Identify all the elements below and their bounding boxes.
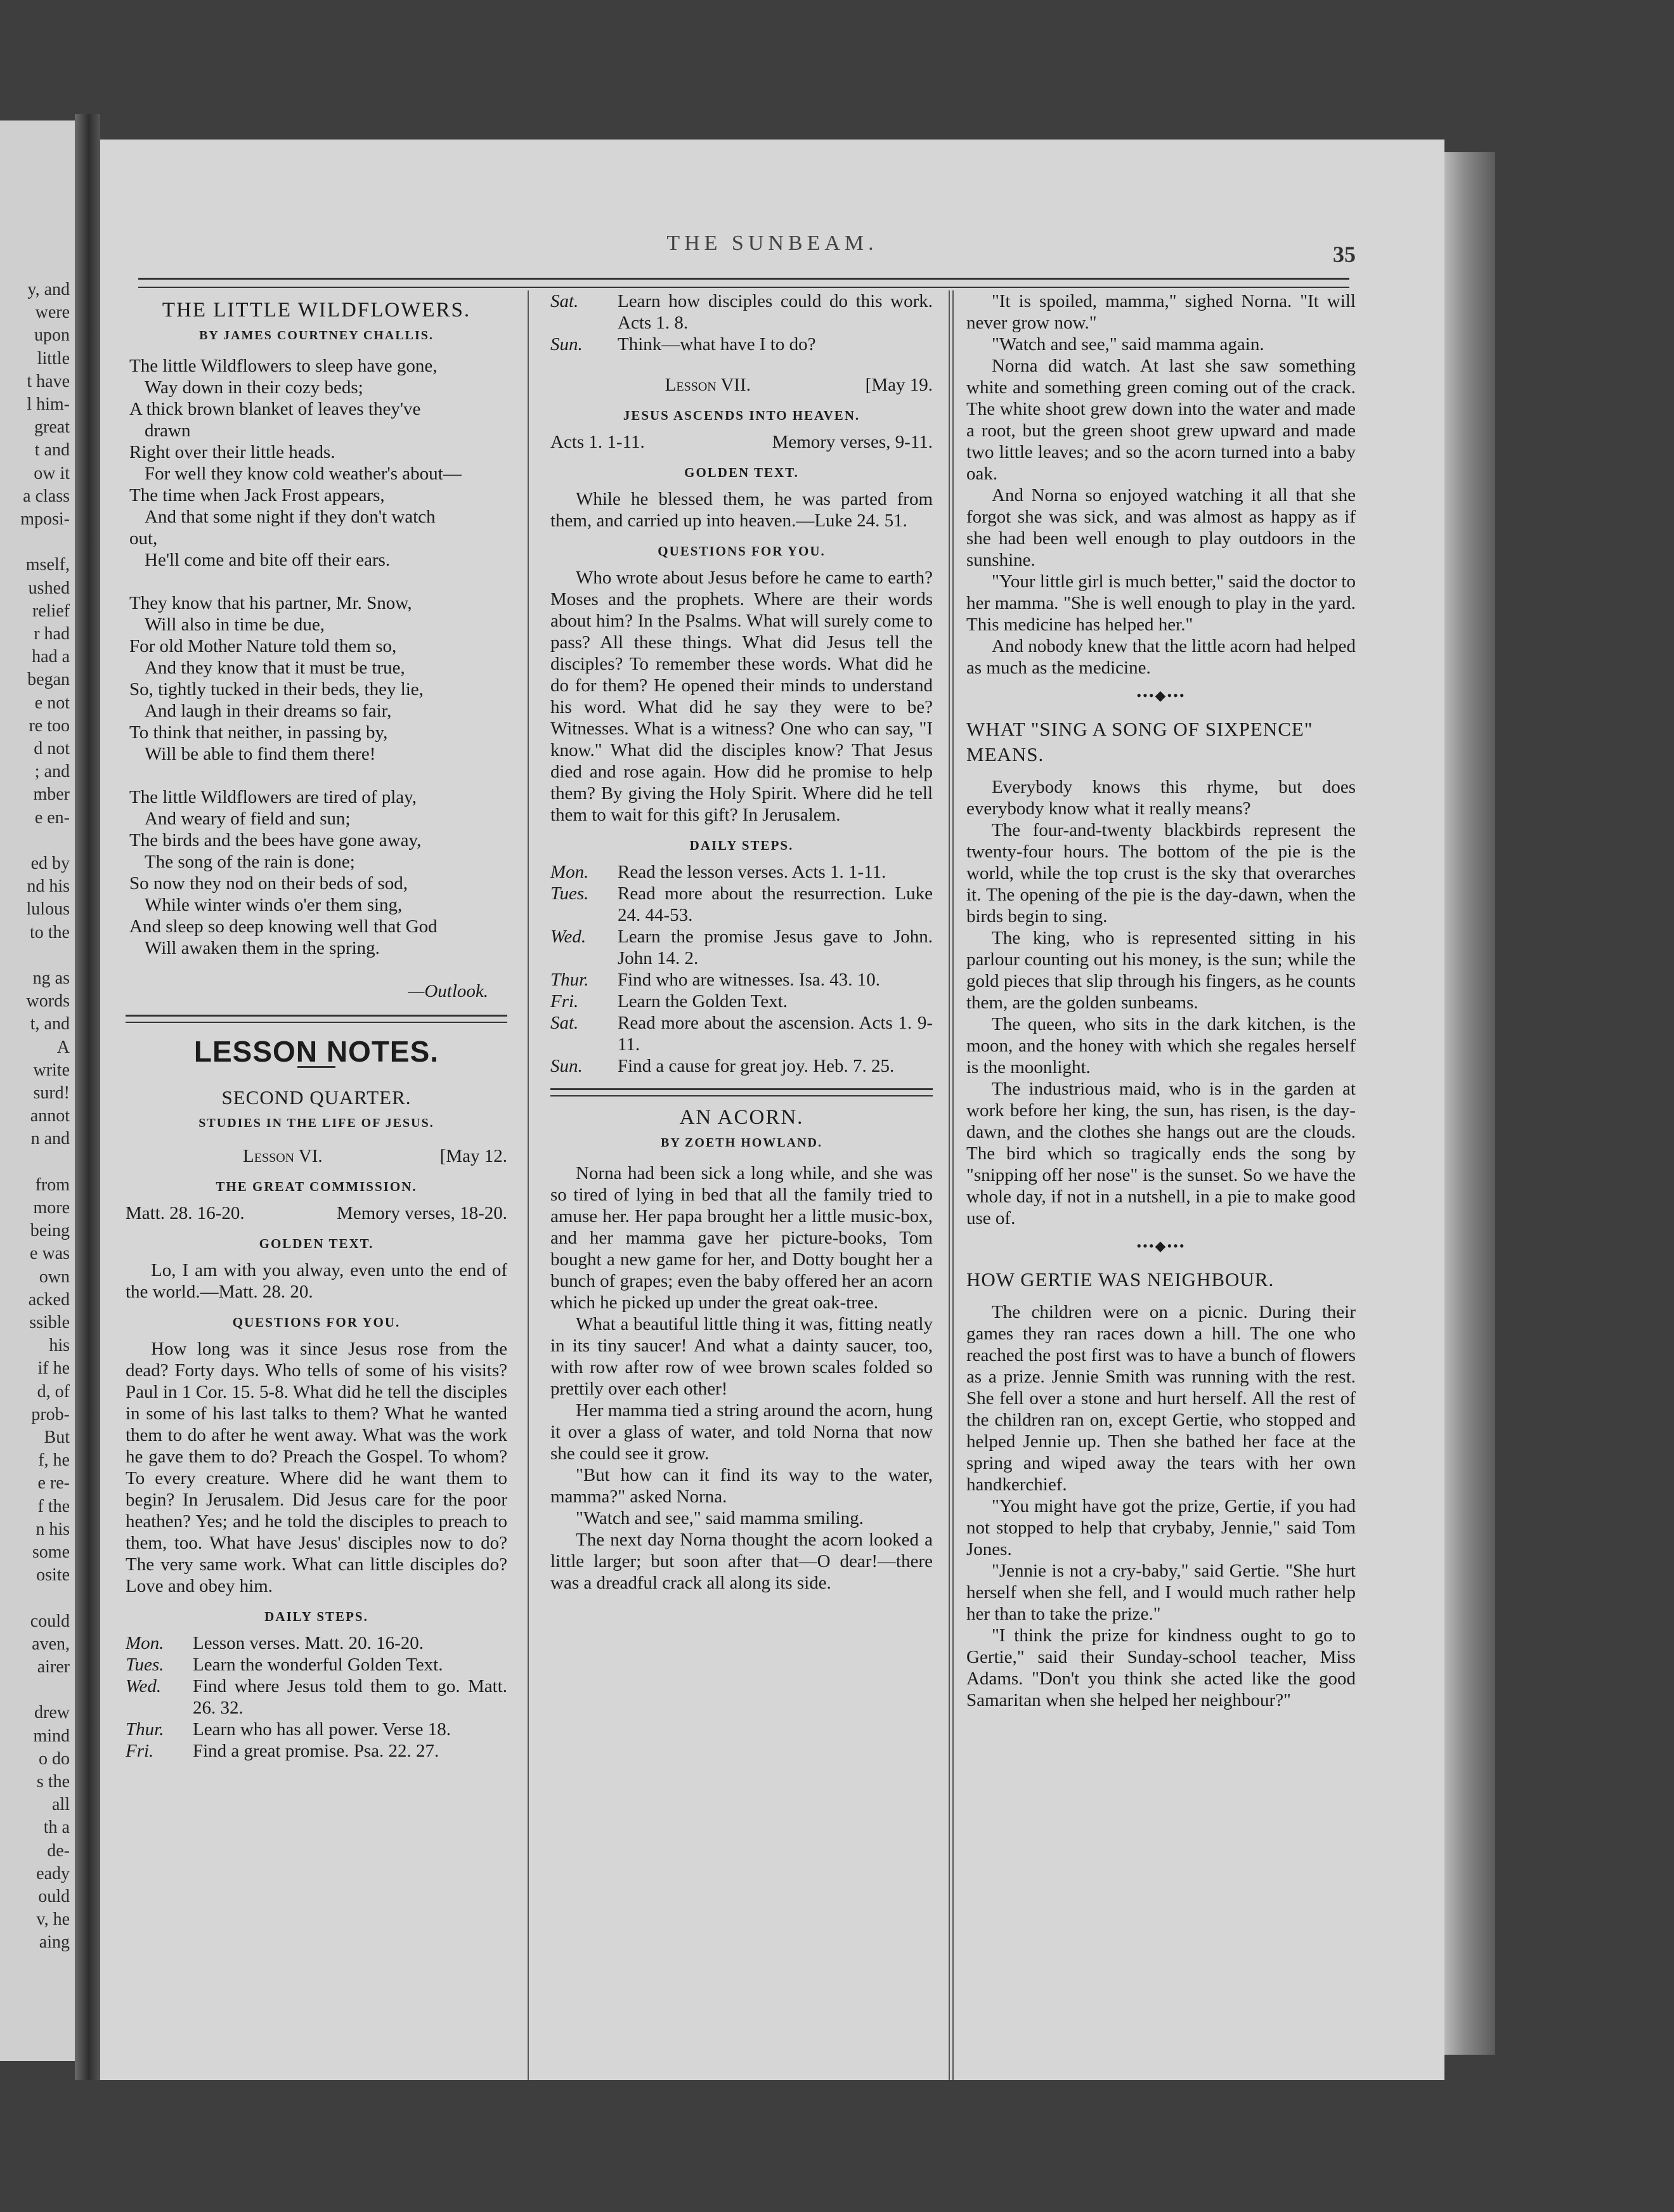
facing-page-text: eady [36,1863,70,1883]
facing-page-fragment [0,120,75,2061]
facing-page-text: f the [37,1496,70,1516]
poem-byline: BY JAMES COURTNEY CHALLIS. [199,329,434,342]
facing-page-text: d, of [37,1381,70,1402]
lesson-row [126,1145,507,1167]
facing-page-text: being [30,1221,70,1241]
facing-page-text: But [44,1428,70,1447]
paragraph: The queen, who sits in the dark kitchen, is the moon, and the honey with which she regales herself is the moonlight. [966,1014,1356,1077]
lesson-title: JESUS ASCENDS INTO HEAVEN. [623,408,860,423]
poem-line: The song of the rain is done; [145,852,355,872]
day-text: Read more about the resurrection. Luke 24. 44-53. [618,883,933,925]
questions-text: How long was it since Jesus rose from the dead? Forty days. Who tells of some of his visits? Paul in 1 Cor. 15. 5-8. What did he tell the disciples in some of his last talks to them? What he wanted them to do after he went away. What was the work he gave them to do? Preach the Gospel. To whom? To every creature. Where did he want them to begin? In Jerusalem. Did Jesus care for the poor heathen? Yes; and he told the disciples to preach to them, too. What have Jesus' disciples now to do? The very same work. What can little disciples do? Love and obey him. [126,1339,507,1596]
column-3 [966,290,1356,1711]
facing-page-text: y, and [27,280,70,299]
paragraph: The industrious maid, who is in the garden at work before her king, the sun, has risen, is the day-dawn, and the clothes she hangs out are the clouds. The bird which so tragically ends the song by "snipping off her nose" is the sunset. So we have the whole day, if not in a nutshell, in a pie to make good use of. [966,1079,1356,1228]
book-gutter [75,114,100,2080]
lesson-notes-heading: LESSON NOTES. [193,1035,439,1068]
paragraph: Norna had been sick a long while, and she was so tired of lying in bed that all the family tried to amuse her. Her papa brought her a little music-box, and her mamma gave her picture-books, Tom bought a new game for her, and Dotty bought her a bunch of grapes; even the baby offered her an acorn which he picked up under the great oak-tree. [550,1163,933,1313]
day-text: Learn the promise Jesus gave to John. John 14. 2. [618,927,933,968]
quarter-heading: SECOND QUARTER. [221,1086,412,1109]
facing-page-text: great [34,417,70,438]
facing-page-text: were [35,303,70,323]
daily-steps [126,1632,507,1762]
poem-line: The little Wildflowers are tired of play, [129,787,417,807]
questions-heading: QUESTIONS FOR YOU. [232,1315,401,1330]
day-text: Read more about the ascension. Acts 1. 9-11. [618,1013,933,1055]
page-edge [1444,152,1495,2055]
questions-text: Who wrote about Jesus before he came to earth? Moses and the prophets. Where are their words about him? In the Psalms. What will surely come to pass? All these things. What did Jesus tell the disciples? To remember these words. What did he do for them? He opened their minds to understand his word. What did he say they were to be? Witnesses. What is a witness? One who can say, "I know." What did the disciples know? That Jesus died and rose again. How did he promise to help them? By giving the Holy Spirit. Where did he tell them to wait for this gift? In Jerusalem. [550,568,933,825]
daily-step-row [126,1632,507,1654]
facing-page-text: f, he [38,1450,70,1471]
day-label: Thur. [550,970,589,990]
day-text: Find who are witnesses. Isa. 43. 10. [618,970,881,990]
facing-page-text: a class [23,486,70,506]
facing-page-text: r had [34,624,70,644]
facing-page-text: nd his [27,876,70,897]
facing-page-text: de- [47,1840,70,1861]
poem-credit: —Outlook. [408,981,488,1001]
facing-page-text: more [33,1198,70,1218]
facing-page-text: n and [30,1129,70,1149]
section-rule [550,1088,933,1096]
poem-line: He'll come and bite off their ears. [145,550,391,570]
daily-step-row [550,969,933,991]
daily-step-row [550,1055,933,1077]
scripture-row [126,1202,507,1224]
story-body [550,1162,933,1594]
facing-page-text: ushed [28,578,70,598]
poem-stanza [126,786,507,959]
day-label: Tues. [550,883,589,904]
poem-title: THE LITTLE WILDFLOWERS. [162,299,471,322]
facing-page-text: o do [39,1748,70,1769]
facing-page-text: lulous [26,899,70,920]
scripture-row [550,431,933,453]
sixpence-body [966,776,1356,1229]
running-title: THE SUNBEAM. [666,231,878,255]
paragraph: "Watch and see," said mamma again. [992,334,1264,355]
lesson-title: THE GREAT COMMISSION. [216,1179,417,1194]
poem-line: So now they nod on their beds of sod, [129,873,408,894]
daily-step-row [550,1012,933,1055]
day-text: Learn the Golden Text. [618,991,788,1012]
facing-page-text: mind [33,1726,70,1746]
facing-page-text: from [35,1174,70,1195]
ornament-divider: •••◆••• [1136,1238,1186,1254]
facing-page-text: annot [30,1106,70,1126]
column-divider [949,290,950,2080]
poem-line: And laugh in their dreams so fair, [145,701,392,721]
day-text: Learn the wonderful Golden Text. [193,1655,443,1675]
facing-page-text: mber [33,784,70,805]
story-byline: BY ZOETH HOWLAND. [661,1136,822,1150]
paragraph: "I think the prize for kindness ought to go to Gertie," said their Sunday-school teacher, Miss Adams. "Don't you think she acted like the good Samaritan when she helped her neighbour?" [966,1625,1356,1710]
facing-page-text: surd! [33,1083,70,1103]
sixpence-title: WHAT "SING A SONG OF SIXPENCE" MEANS. [966,718,1313,765]
paragraph: "Your little girl is much better," said the doctor to her mamma. "She is well enough to play in the yard. This medicine has helped her." [966,571,1356,635]
paragraph: The king, who is represented sitting in his parlour counting out his money, is the sun; while the gold pieces that slip through his fingers, as he counts them, are the golden sunbeams. [966,928,1356,1013]
facing-page-text: little [37,348,70,368]
facing-page-text: mposi- [20,509,70,529]
studies-heading: STUDIES IN THE LIFE OF JESUS. [198,1116,434,1130]
facing-page-text: all [52,1795,70,1815]
header-rule [138,278,1349,288]
facing-page-text: ed by [30,854,70,873]
facing-page-text: write [33,1060,70,1080]
facing-page-text: ; and [34,762,70,782]
day-text: Lesson verses. Matt. 20. 16-20. [193,1633,424,1653]
poem-line: Right over their little heads. [129,442,335,462]
lesson-date: [May 12. [439,1146,507,1166]
facing-page-text: s the [36,1772,70,1792]
poem-line: Will be able to find them there! [145,744,376,764]
paragraph: Everybody knows this rhyme, but does everybody know what it really means? [966,777,1356,819]
poem-line: To think that neither, in passing by, [129,722,388,743]
poem-line: out, [129,528,158,549]
questions-heading: QUESTIONS FOR YOU. [658,543,826,559]
facing-page-text: drew [34,1703,70,1723]
poem-line: Will also in time be due, [145,615,325,635]
paragraph: What a beautiful little thing it was, fitting neatly in its tiny saucer! And what a dainty saucer, too, with row after row of wee brown scales folded so prettily over each other! [550,1314,933,1399]
daily-step-row [550,991,933,1012]
day-label: Fri. [550,991,579,1012]
day-label: Fri. [126,1741,154,1761]
newspaper-page [100,140,1444,2080]
paragraph: "Jennie is not a cry-baby," said Gertie. "She hurt herself when she fell, and I would much rather help her than to take the prize." [966,1561,1356,1624]
facing-page-text: e not [34,693,70,713]
scripture-ref: Acts 1. 1-11. [550,432,645,452]
daily-step-row [550,861,933,883]
facing-page-text: if he [37,1358,70,1379]
facing-page-text: ng as [32,968,70,988]
facing-page-text: e re- [37,1473,70,1493]
paragraph: "But how can it find its way to the water, mamma?" asked Norna. [550,1465,933,1507]
daily-steps-heading: DAILY STEPS. [689,838,794,853]
day-text: Read the lesson verses. Acts 1. 1-11. [618,862,886,882]
daily-step-row [126,1740,507,1762]
gertie-title: HOW GERTIE WAS NEIGHBOUR. [966,1268,1275,1291]
poem-line: While winter winds o'er them sing, [145,895,403,915]
section-rule [126,1015,507,1023]
poem-line: The birds and the bees have gone away, [129,830,422,850]
poem-line: And sleep so deep knowing well that God [129,916,438,937]
facing-page-text: to the [30,922,70,942]
facing-page-text: aing [39,1932,70,1953]
facing-page-text: had a [32,647,70,667]
day-text: Learn who has all power. Verse 18. [193,1719,451,1740]
poem-stanza [126,355,507,571]
day-text: Learn how disciples could do this work. Acts 1. 8. [618,291,933,333]
column-1 [126,290,507,1762]
facing-page-text: re too [29,715,70,736]
day-label: Sun. [550,1056,583,1076]
facing-page-text: mself, [25,555,70,575]
story-continued [966,290,1356,679]
facing-page-text: prob- [31,1404,70,1424]
day-label: Wed. [550,927,587,947]
day-text: Think—what have I to do? [618,334,816,355]
paragraph: Norna did watch. At last she saw something white and something green coming out of the crack. The white shoot grew down into the water and made a root, but the green shoot grew upward and made two little leaves; and so the acorn turned into a baby oak. [966,356,1356,484]
poem-line: Way down in their cozy beds; [145,377,363,398]
daily-steps [550,861,933,1077]
scripture-ref: Matt. 28. 16-20. [126,1203,245,1223]
paragraph: The children were on a picnic. During their games they ran races down a hill. The one who reached the post first was to have a bunch of flowers as a prize. Jennie Smith was running with the rest. She fell over a stone and hurt herself. All the rest of the children ran on, except Gertie, who stopped and helped Jennie up. Then she bathed her face at the spring and wiped away the tears with her own handkerchief. [966,1302,1356,1495]
daily-step-row [126,1654,507,1675]
day-label: Thur. [126,1719,164,1740]
facing-page-text: osite [36,1565,70,1585]
paragraph: And nobody knew that the little acorn had helped as much as the medicine. [966,636,1356,678]
daily-step-row [550,334,933,355]
poem-line: And weary of field and sun; [145,809,351,829]
poem-line: The little Wildflowers to sleep have gone, [129,356,438,376]
facing-page-text: could [30,1611,70,1631]
day-label: Sun. [550,334,583,355]
facing-page-text: began [27,670,70,690]
facing-page-text: aven, [32,1634,70,1654]
gertie-body [966,1301,1356,1711]
column-divider [528,290,529,2080]
poem-line: drawn [145,420,191,441]
memory-verses: Memory verses, 18-20. [336,1203,507,1223]
facing-page-text: t and [34,440,70,460]
golden-text-heading: GOLDEN TEXT. [259,1236,374,1251]
facing-page-text: ould [38,1887,70,1906]
daily-steps-continued [550,290,933,355]
facing-page-text: some [32,1542,70,1562]
poem-line: For old Mother Nature told them so, [129,636,397,656]
daily-step-row [550,290,933,334]
poem [126,355,507,959]
day-label: Wed. [126,1676,162,1696]
golden-text: Lo, I am with you alway, even unto the end of the world.—Matt. 28. 20. [126,1260,507,1302]
day-label: Sat. [550,291,579,311]
facing-page-text: upon [34,325,70,346]
poem-line: Will awaken them in the spring. [145,938,380,958]
poem-line: And that some night if they don't watch [145,507,436,527]
facing-page-text: A [56,1037,70,1057]
paragraph: "It is spoiled, mamma," sighed Norna. "It will never grow now." [966,291,1356,333]
facing-page-text: ow it [34,463,70,483]
lesson-date: [May 19. [865,375,933,395]
facing-page-text: n his [36,1519,70,1539]
day-label: Tues. [126,1655,164,1675]
day-label: Mon. [126,1633,164,1653]
facing-page-text: t, and [30,1014,70,1034]
column-divider [952,290,954,2080]
facing-page-text: his [49,1336,70,1356]
daily-step-row [126,1719,507,1740]
column-2 [550,290,933,1594]
story-title: AN ACORN. [679,1106,804,1129]
facing-page-text: l him- [27,394,70,414]
poem-line: So, tightly tucked in their beds, they lie, [129,679,424,699]
facing-page-text: th a [43,1818,70,1838]
golden-text: While he blessed them, he was parted from them, and carried up into heaven.—Luke 24. 51. [550,489,933,531]
paragraph: "Watch and see," said mamma smiling. [576,1508,864,1528]
golden-text-heading: GOLDEN TEXT. [684,465,799,480]
paragraph: The four-and-twenty blackbirds represent the twenty-four hours. The bottom of the pie is the world, while the top crust is the sky that overarches it. The opening of the pie is the day-dawn, when the birds begin to sing. [966,820,1356,927]
facing-page-text: d not [34,739,70,758]
poem-line: A thick brown blanket of leaves they've [129,399,421,419]
poem-line: The time when Jack Frost appears, [129,485,385,505]
daily-steps-heading: DAILY STEPS. [264,1609,368,1624]
day-text: Find a cause for great joy. Heb. 7. 25. [618,1056,895,1076]
daily-step-row [550,883,933,926]
facing-page-text: airer [37,1657,70,1677]
paragraph: The next day Norna thought the acorn looked a little larger; but soon after that—O dear!—there was a dreadful crack all along its side. [550,1530,933,1593]
day-label: Mon. [550,862,589,882]
poem-line: They know that his partner, Mr. Snow, [129,593,412,613]
poem-line: For well they know cold weather's about— [145,464,462,484]
facing-page-text: acked [28,1289,70,1310]
facing-page-text: words [26,991,70,1012]
page-number: 35 [1333,242,1356,267]
day-label: Sat. [550,1013,579,1033]
paragraph: "You might have got the prize, Gertie, if you had not stopped to help that crybaby, Jennie," said Tom Jones. [966,1496,1356,1559]
paragraph: Her mamma tied a string around the acorn, hung it over a glass of water, and told Norna that now she could see it grow. [550,1400,933,1464]
lesson-label: Lesson VII. [665,375,751,395]
daily-step-row [550,926,933,969]
poem-line: And they know that it must be true, [145,658,405,678]
day-text: Find a great promise. Psa. 22. 27. [193,1741,439,1761]
facing-page-text: v, he [36,1909,70,1930]
memory-verses: Memory verses, 9-11. [772,432,933,452]
ornament-divider: •••◆••• [1136,687,1186,703]
facing-page-text: own [39,1266,70,1287]
facing-page-text: t have [27,371,70,391]
paragraph: And Norna so enjoyed watching it all that she forgot she was sick, and was almost as happy as if she had been well enough to play outdoors in the sunshine. [966,485,1356,570]
facing-page-text: relief [32,601,70,621]
facing-page-text: e was [30,1244,70,1264]
lesson-label: Lesson VI. [243,1146,323,1166]
facing-page-text: e en- [34,807,70,828]
day-text: Find where Jesus told them to go. Matt. 26. 32. [193,1676,507,1718]
daily-step-row [126,1675,507,1719]
lesson-row [550,374,933,396]
poem-stanza [126,592,507,765]
facing-page-text: ssible [29,1313,70,1332]
